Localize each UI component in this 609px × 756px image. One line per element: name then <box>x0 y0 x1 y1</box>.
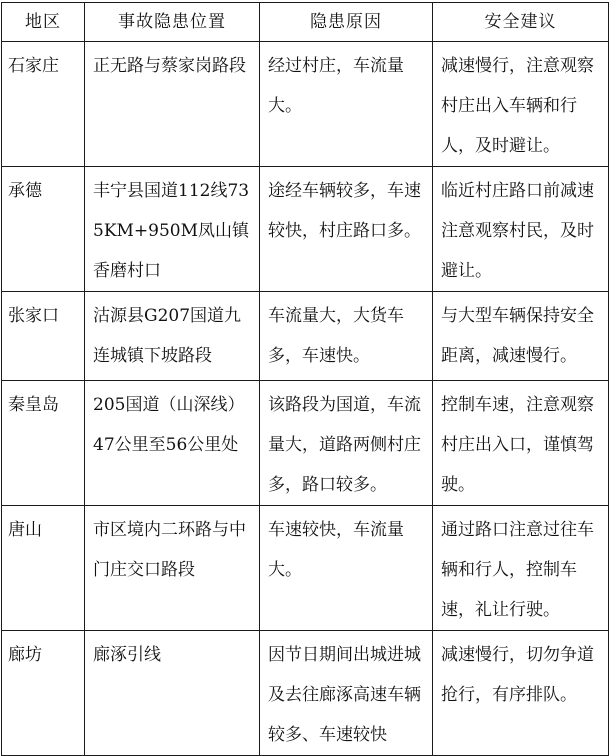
header-region: 地区 <box>2 3 85 42</box>
cell-cause: 车流量大，大货车多，车速快。 <box>260 292 433 381</box>
cell-location: 205国道（山深线）47公里至56公里处 <box>85 381 260 506</box>
cell-location: 廊涿引线 <box>85 631 260 756</box>
cell-region: 承德 <box>2 167 85 292</box>
cell-advice: 控制车速，注意观察村庄出入口，谨慎驾驶。 <box>433 381 609 506</box>
cell-region: 秦皇岛 <box>2 381 85 506</box>
cell-cause: 该路段为国道，车流量大，道路两侧村庄多，路口较多。 <box>260 381 433 506</box>
table-row <box>2 42 609 167</box>
cell-advice: 通过路口注意过往车辆和行人，控制车速，礼让行驶。 <box>433 506 609 631</box>
cell-advice: 减速慢行，注意观察村庄出入车辆和行人，及时避让。 <box>433 42 609 167</box>
cell-location: 沽源县G207国道九连城镇下坡路段 <box>85 292 260 381</box>
table-row <box>2 167 609 292</box>
cell-region: 张家口 <box>2 292 85 381</box>
cell-location: 正无路与蔡家岗路段 <box>85 42 260 167</box>
hazard-table <box>1 2 609 756</box>
header-location: 事故隐患位置 <box>85 3 260 42</box>
header-advice: 安全建议 <box>433 3 609 42</box>
cell-location: 丰宁县国道112线735KM+950M凤山镇香磨村口 <box>85 167 260 292</box>
cell-cause: 车速较快，车流量大。 <box>260 506 433 631</box>
cell-region: 廊坊 <box>2 631 85 756</box>
cell-location: 市区境内二环路与中门庄交口路段 <box>85 506 260 631</box>
header-row <box>2 3 609 42</box>
table-row <box>2 292 609 381</box>
cell-cause: 途经车辆较多，车速较快，村庄路口多。 <box>260 167 433 292</box>
cell-advice: 减速慢行，切勿争道抢行，有序排队。 <box>433 631 609 756</box>
cell-advice: 与大型车辆保持安全距离，减速慢行。 <box>433 292 609 381</box>
cell-region: 石家庄 <box>2 42 85 167</box>
table-row <box>2 506 609 631</box>
cell-cause: 因节日期间出城进城及去往廊涿高速车辆较多、车速较快 <box>260 631 433 756</box>
cell-cause: 经过村庄，车流量大。 <box>260 42 433 167</box>
table-row <box>2 631 609 756</box>
cell-advice: 临近村庄路口前减速注意观察村民，及时避让。 <box>433 167 609 292</box>
cell-region: 唐山 <box>2 506 85 631</box>
header-cause: 隐患原因 <box>260 3 433 42</box>
table-row <box>2 381 609 506</box>
